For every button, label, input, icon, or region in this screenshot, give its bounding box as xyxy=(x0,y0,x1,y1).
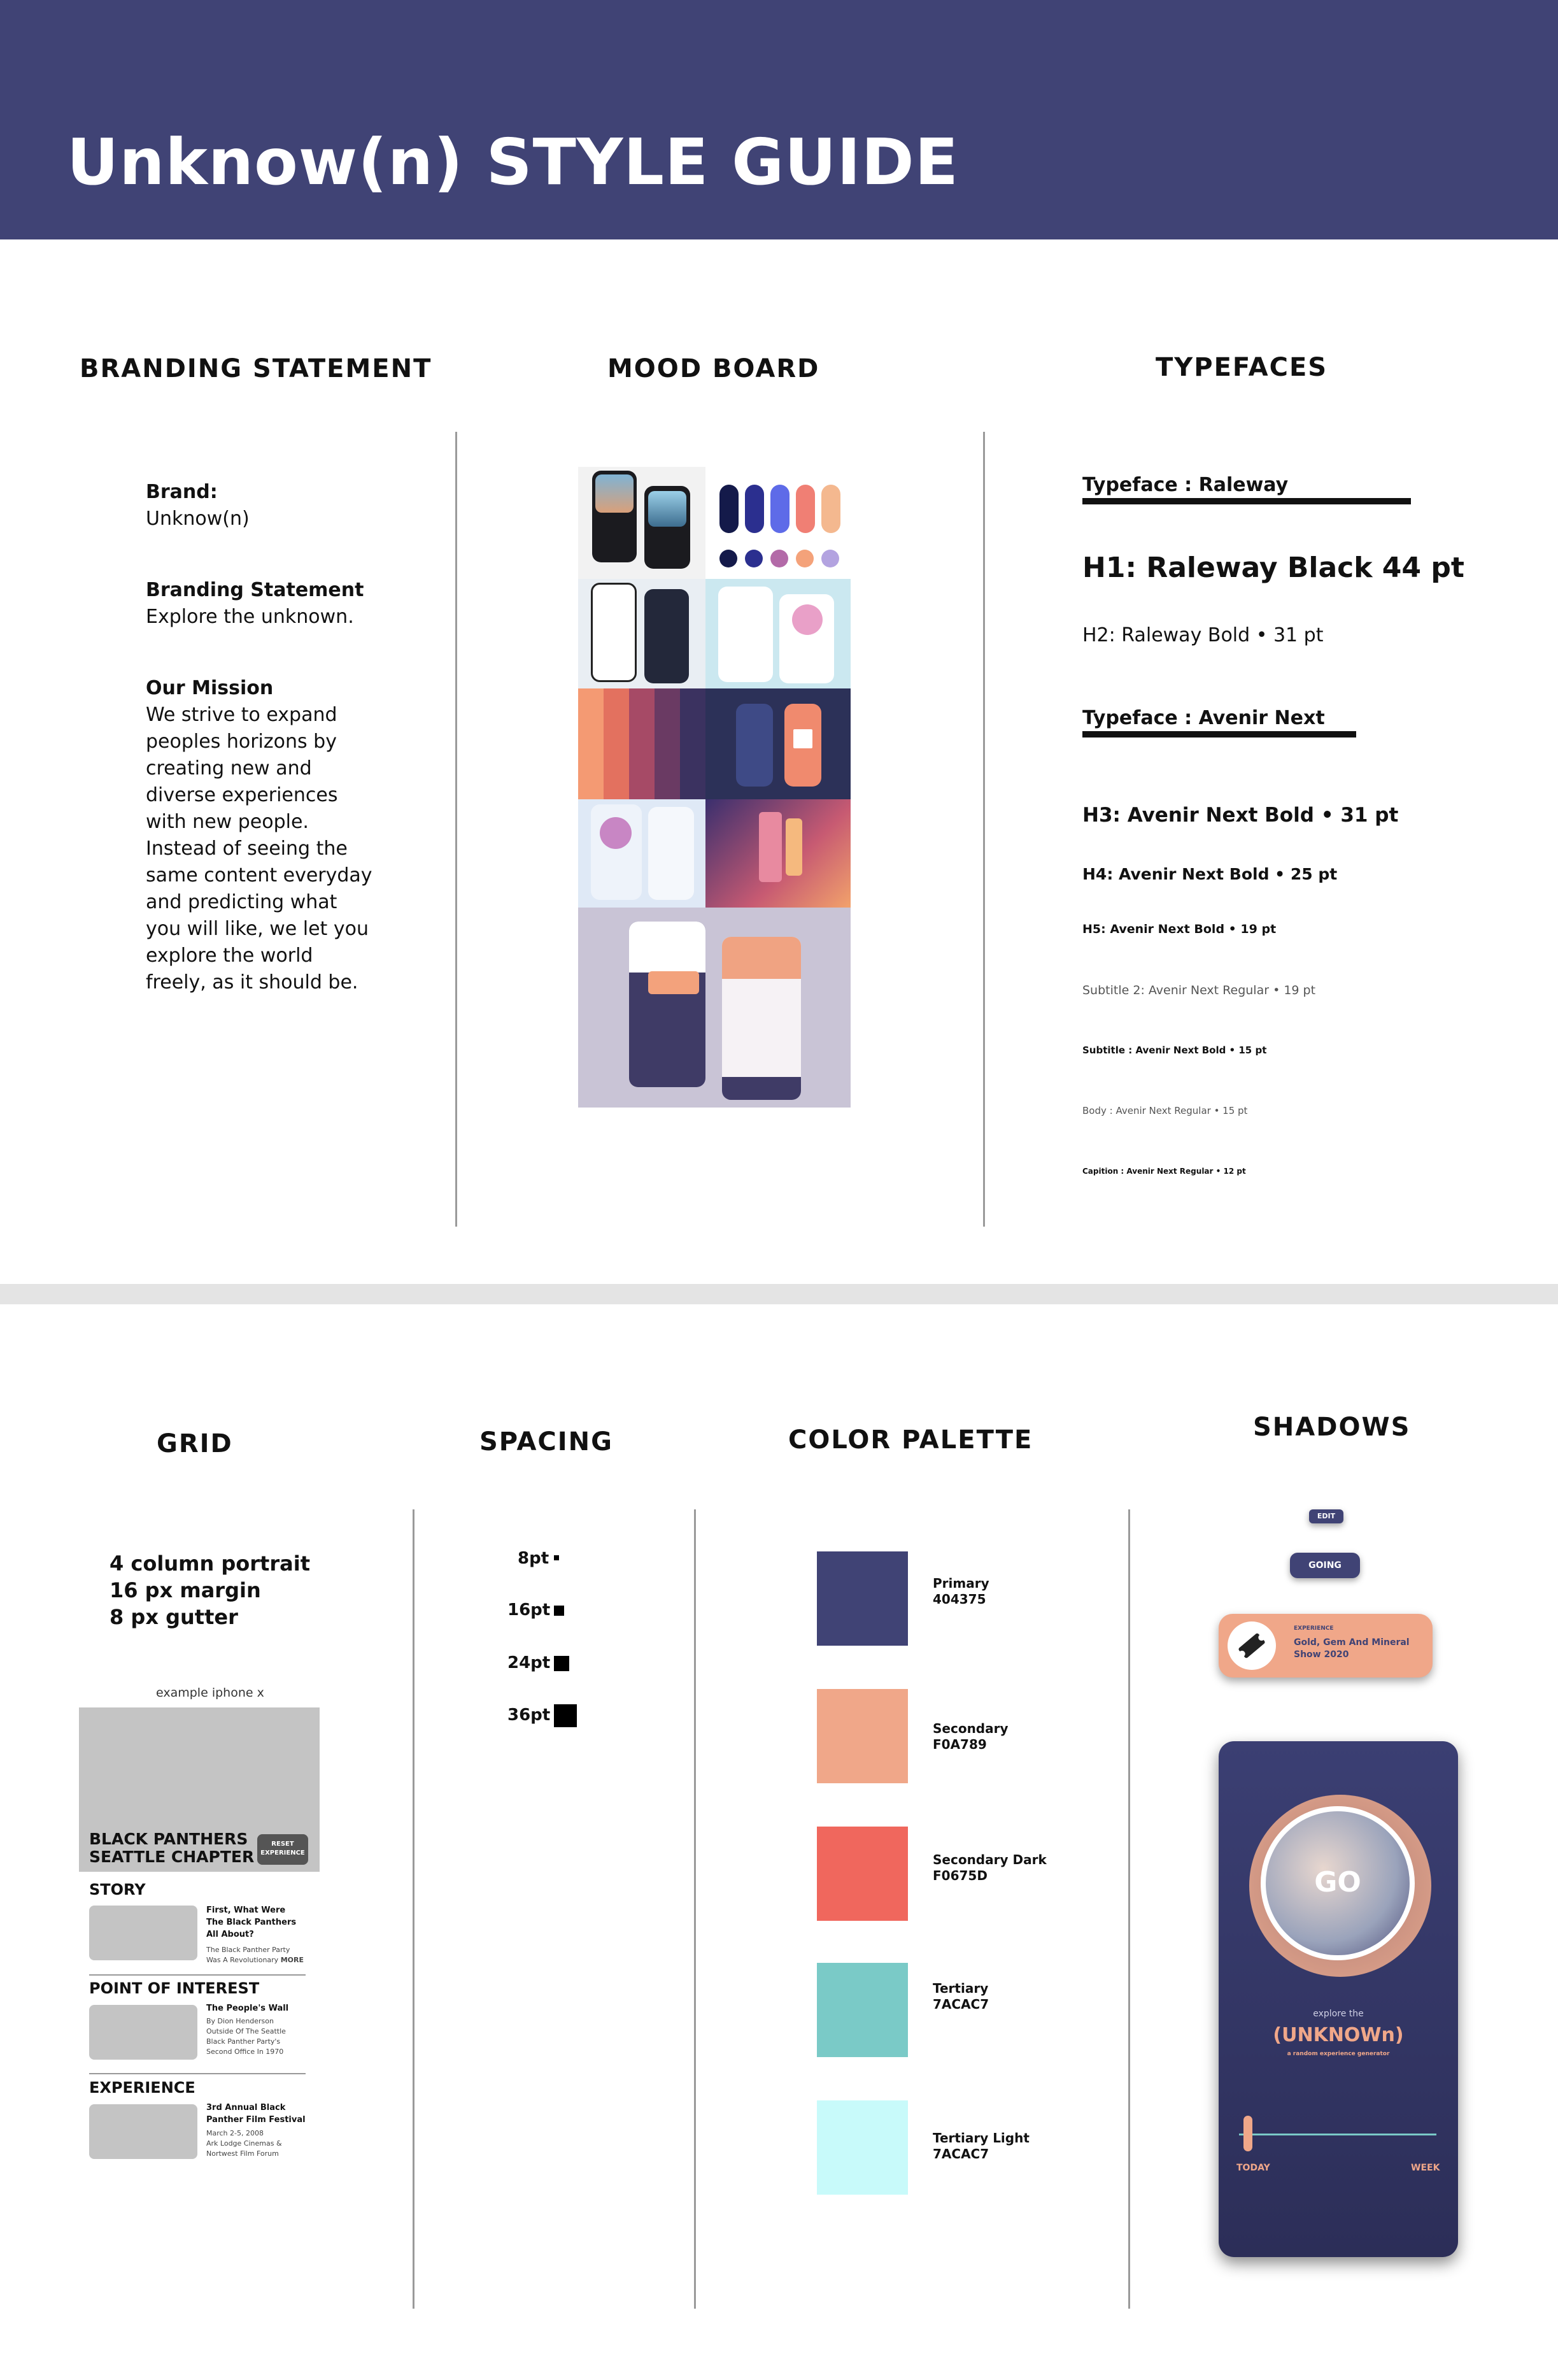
mission-line: We strive to expand xyxy=(146,704,337,726)
mood-image-profile-phones xyxy=(578,799,705,908)
grid-title: GRID xyxy=(157,1429,233,1458)
h4-sample: H4: Avenir Next Bold • 25 pt xyxy=(1082,865,1338,883)
more-link[interactable]: MORE xyxy=(280,1956,304,1964)
experience-title-line: Panther Film Festival xyxy=(206,2115,306,2125)
story-body-line: The Black Panther Party xyxy=(206,1946,290,1954)
swatch-name: Secondary xyxy=(933,1721,1009,1736)
mission-text xyxy=(146,702,439,996)
story-heading: STORY xyxy=(89,1881,146,1899)
h2-sample: H2: Raleway Bold • 31 pt xyxy=(1082,624,1324,646)
mission-line: Instead of seeing the xyxy=(146,837,348,860)
poi-heading: POINT OF INTEREST xyxy=(89,1979,260,1997)
swatch-primary-label xyxy=(933,1576,989,1607)
typeface-underline xyxy=(1082,731,1356,738)
swatch-name: Primary xyxy=(933,1576,989,1591)
swatch-code: F0A789 xyxy=(933,1737,987,1752)
experience-body-line: March 2-5, 2008 xyxy=(206,2129,264,2137)
mood-image-music-app xyxy=(705,579,851,688)
spacing-label-8: 8pt xyxy=(518,1549,549,1568)
poi-body-line: Outside Of The Seattle xyxy=(206,2027,286,2035)
column-divider xyxy=(983,432,985,1227)
typeface-avenir-label: Typeface : Avenir Next xyxy=(1082,707,1325,729)
story-title-line: The Black Panthers xyxy=(206,1918,297,1927)
column-divider xyxy=(455,432,457,1227)
grid-spec-line: 8 px gutter xyxy=(110,1605,238,1629)
body-sample: Body : Avenir Next Regular • 15 pt xyxy=(1082,1105,1248,1116)
brand-text: (UNKNOWn) xyxy=(1273,2024,1404,2046)
spacing-swatch-8 xyxy=(554,1555,559,1560)
today-label: TODAY xyxy=(1236,2163,1270,2173)
example-label: example iphone x xyxy=(156,1686,264,1700)
h1-sample: H1: Raleway Black 44 pt xyxy=(1082,552,1464,584)
mission-line: and predicting what xyxy=(146,891,337,913)
grid-spec-line: 16 px margin xyxy=(110,1578,261,1602)
h3-sample: H3: Avenir Next Bold • 31 pt xyxy=(1082,804,1399,827)
experience-card[interactable] xyxy=(1219,1614,1433,1678)
mood-image-palette xyxy=(705,467,851,579)
mood-board-title: MOOD BOARD xyxy=(607,354,820,383)
brand-value: Unknow(n) xyxy=(146,508,250,530)
mood-image-illustration xyxy=(705,799,851,908)
spacing-label-16: 16pt xyxy=(507,1600,551,1620)
swatch-name: Tertiary xyxy=(933,1981,989,1996)
mood-image-phones xyxy=(578,467,705,579)
card-title-line: Gold, Gem And Mineral xyxy=(1294,1637,1410,1648)
mood-image-gradient-stripes xyxy=(578,688,705,799)
mood-image-list-phones xyxy=(578,579,705,688)
story-thumbnail xyxy=(89,1906,197,1960)
experience-body-line: Ark Lodge Cinemas & xyxy=(206,2139,282,2148)
h5-sample: H5: Avenir Next Bold • 19 pt xyxy=(1082,922,1277,936)
poi-title: The People's Wall xyxy=(206,2004,289,2013)
swatch-secondary xyxy=(817,1689,908,1783)
tagline-text: a random experience generator xyxy=(1287,2051,1390,2057)
header-banner xyxy=(0,0,1558,239)
card-title xyxy=(1294,1637,1410,1661)
brand-label: Brand: xyxy=(146,481,218,503)
page-title: Unknow(n) STYLE GUIDE xyxy=(67,125,959,199)
mission-line: you will like, we let you xyxy=(146,918,369,940)
subtitle-sample: Subtitle : Avenir Next Bold • 15 pt xyxy=(1082,1044,1267,1056)
poi-body-line: Black Panther Party's xyxy=(206,2037,281,2046)
mission-line: diverse experiences xyxy=(146,784,338,806)
swatch-code: 404375 xyxy=(933,1592,986,1607)
row-separator xyxy=(89,2073,306,2074)
section-divider xyxy=(0,1284,1558,1304)
spacing-label-24: 24pt xyxy=(507,1653,551,1672)
spacing-swatch-24 xyxy=(554,1656,569,1671)
swatch-code: 7ACAC7 xyxy=(933,1997,989,2012)
swatch-name: Tertiary Light xyxy=(933,2130,1030,2146)
swatch-tertiary-light-label xyxy=(933,2130,1030,2162)
phone-mockup xyxy=(1219,1741,1458,2257)
mood-image-event-cards xyxy=(578,908,851,1108)
subtitle2-sample: Subtitle 2: Avenir Next Regular • 19 pt xyxy=(1082,983,1316,997)
row-separator xyxy=(89,1974,306,1976)
poi-body-line: Second Office In 1970 xyxy=(206,2048,284,2056)
story-body-line: Was A Revolutionary xyxy=(206,1956,279,1964)
story-title-line: First, What Were xyxy=(206,1906,286,1915)
experience-title xyxy=(206,2102,306,2126)
mood-board-collage xyxy=(578,467,851,1108)
go-label: GO xyxy=(1314,1866,1361,1899)
column-divider xyxy=(1128,1509,1130,2309)
swatch-tertiary-light xyxy=(817,2100,908,2195)
week-label: WEEK xyxy=(1411,2163,1440,2173)
spacing-label-36: 36pt xyxy=(507,1706,551,1725)
hero-title-line: SEATTLE CHAPTER xyxy=(89,1848,255,1866)
ticket-icon xyxy=(1228,1621,1276,1670)
swatch-primary xyxy=(817,1551,908,1646)
spacing-swatch-36 xyxy=(554,1704,577,1727)
typeface-raleway-label: Typeface : Raleway xyxy=(1082,474,1289,496)
card-label: EXPERIENCE xyxy=(1294,1625,1334,1632)
swatch-tertiary xyxy=(817,1963,908,2057)
column-divider xyxy=(413,1509,414,2309)
spacing-title: SPACING xyxy=(479,1427,613,1457)
caption-sample: Capition : Avenir Next Regular • 12 pt xyxy=(1082,1167,1246,1176)
column-divider xyxy=(694,1509,696,2309)
swatch-tertiary-label xyxy=(933,1981,989,2013)
grid-specs xyxy=(110,1550,310,1630)
poi-body xyxy=(206,2016,286,2057)
story-body xyxy=(206,1945,304,1965)
mission-line: explore the world xyxy=(146,944,313,967)
experience-heading: EXPERIENCE xyxy=(89,2079,195,2097)
typeface-underline xyxy=(1082,498,1411,504)
typefaces-title: TYPEFACES xyxy=(1156,353,1328,382)
grid-spec-line: 4 column portrait xyxy=(110,1551,310,1576)
go-button[interactable] xyxy=(1261,1806,1415,1960)
swatch-secondary-label xyxy=(933,1721,1009,1753)
explore-text: explore the xyxy=(1313,2009,1364,2019)
swatch-secondary-dark xyxy=(817,1827,908,1921)
experience-body-line: Nortwest Film Forum xyxy=(206,2149,279,2158)
swatch-code: 7ACAC7 xyxy=(933,2146,989,2162)
going-button[interactable]: GOING xyxy=(1290,1553,1360,1578)
branding-title: BRANDING STATEMENT xyxy=(80,354,432,383)
story-title-line: All About? xyxy=(206,1930,254,1939)
edit-button[interactable]: EDIT xyxy=(1309,1509,1343,1523)
reset-experience-button[interactable] xyxy=(257,1834,308,1865)
reset-label: RESET xyxy=(271,1841,294,1848)
swatch-code: F0675D xyxy=(933,1868,988,1883)
mission-label: Our Mission xyxy=(146,677,274,699)
color-palette-title: COLOR PALETTE xyxy=(788,1425,1033,1455)
swatch-secondary-dark-label xyxy=(933,1852,1047,1884)
poi-body-line: By Dion Henderson xyxy=(206,2017,274,2025)
statement-label: Branding Statement xyxy=(146,579,364,601)
experience-body xyxy=(206,2128,282,2159)
mission-line: freely, as it should be. xyxy=(146,971,358,994)
experience-title-line: 3rd Annual Black xyxy=(206,2103,286,2113)
card-title-line: Show 2020 xyxy=(1294,1650,1349,1660)
timeline-slider-track xyxy=(1239,2134,1436,2135)
story-title xyxy=(206,1904,296,1941)
mission-line: peoples horizons by xyxy=(146,730,337,753)
mission-line: same content everyday xyxy=(146,864,372,887)
hero-title-line: BLACK PANTHERS xyxy=(89,1830,248,1848)
mood-image-dark-phones xyxy=(705,688,851,799)
experience-thumbnail xyxy=(89,2104,197,2159)
reset-label: EXPERIENCE xyxy=(260,1849,305,1856)
example-hero-title xyxy=(89,1830,254,1866)
timeline-slider-thumb[interactable] xyxy=(1243,2116,1252,2151)
mission-line: with new people. xyxy=(146,811,309,833)
branding-statement xyxy=(146,479,439,996)
mission-line: creating new and xyxy=(146,757,312,780)
poi-thumbnail xyxy=(89,2005,197,2060)
swatch-name: Secondary Dark xyxy=(933,1852,1047,1867)
spacing-swatch-16 xyxy=(554,1606,564,1616)
shadows-title: SHADOWS xyxy=(1253,1413,1411,1442)
statement-value: Explore the unknown. xyxy=(146,606,354,628)
